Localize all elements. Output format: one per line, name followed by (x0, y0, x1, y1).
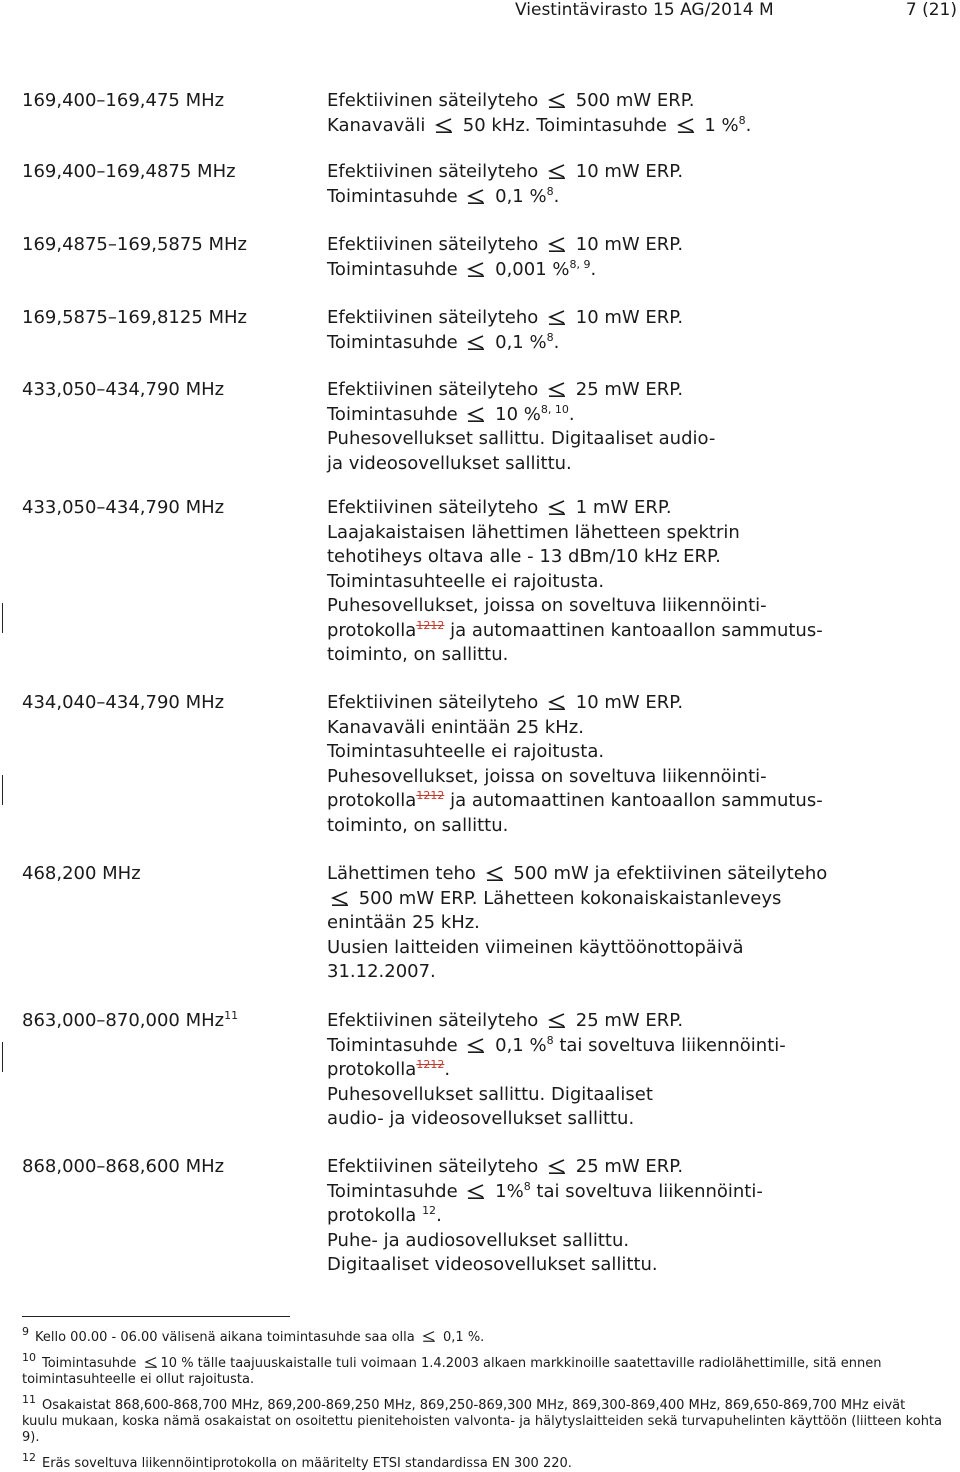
less-than-or-equal-icon (329, 890, 351, 906)
less-than-or-equal-icon (465, 406, 487, 422)
footnote-ref: 8 (546, 184, 554, 198)
condition-line (327, 403, 957, 428)
less-than-or-equal-icon (546, 163, 568, 179)
condition-line (327, 1058, 957, 1083)
condition-line (327, 1034, 957, 1059)
less-than-or-equal-icon (546, 694, 568, 710)
text-run: 0,1 % (489, 331, 547, 353)
frequency-range (22, 1009, 238, 1033)
frequency-label: 863,000–870,000 MHz (22, 1010, 225, 1031)
text-run: Toimintasuhde (327, 1034, 464, 1056)
text-run: 10 mW ERP. (570, 234, 684, 255)
change-bar (2, 775, 3, 805)
text-run: toiminto, on sallittu. (327, 814, 509, 836)
revision-ref: 1212 (416, 789, 445, 802)
text-run: Osakaistat 868,600-868,700 MHz, 869,200-869,250 MHz, 869,250-869,300 MHz, 869,300-869,400 MHz, 869,650-869,700 MHz eivät kuulu mukaan, koska nämä osakaistat on osoitettu pienitehoisten valvonta- ja hälytyslaitteiden sekä turvapuhelinten käyttöön (liitteen kohta 9). (22, 1398, 942, 1445)
frequency-conditions (327, 1009, 957, 1132)
text-run: Toimintasuhde (327, 185, 464, 207)
text-run: protokolla (327, 790, 417, 811)
page-number: 7 (21) (905, 0, 957, 20)
change-bar (2, 603, 3, 633)
text-run: Lähettimen teho (327, 863, 482, 884)
footnote-number: 11 (22, 1393, 36, 1406)
text-run: . (568, 403, 575, 425)
less-than-or-equal-icon (546, 499, 568, 515)
condition-line (327, 185, 957, 210)
text-run: 10 mW ERP. (570, 692, 684, 713)
footnote-ref: 12 (422, 1204, 437, 1217)
frequency-range (22, 89, 224, 113)
condition-line (327, 521, 957, 546)
frequency-conditions (327, 378, 957, 476)
footnote-ref: 11 (224, 1009, 239, 1022)
text-run: 10 mW ERP. (570, 307, 684, 328)
footnote-ref: 8 (546, 1033, 554, 1047)
footnote-ref: 8, 10 (540, 402, 569, 416)
condition-line (327, 1009, 957, 1034)
condition-line (327, 936, 957, 961)
text-run: Puhesovellukset sallittu. Digitaaliset (327, 1083, 653, 1105)
condition-line (327, 496, 957, 521)
frequency-label: 433,050–434,790 MHz (22, 379, 225, 400)
text-run: ja videosovellukset sallittu. (327, 452, 572, 474)
text-run: tai soveltuva liikennöinti- (530, 1180, 763, 1202)
text-run: . (553, 331, 560, 353)
text-run: protokolla (327, 619, 417, 641)
frequency-conditions (327, 160, 957, 209)
condition-line (327, 1155, 957, 1180)
change-bar (2, 1042, 3, 1072)
text-run: Efektiivinen säteilyteho (327, 1010, 545, 1031)
frequency-range (22, 691, 224, 715)
less-than-or-equal-icon (433, 117, 455, 133)
less-than-or-equal-icon (465, 188, 487, 204)
less-than-or-equal-icon (546, 1158, 568, 1174)
footnote (22, 1324, 942, 1346)
text-run: Kello 00.00 - 06.00 välisenä aikana toimintasuhde saa olla (35, 1330, 419, 1345)
text-run: Efektiivinen säteilyteho (327, 379, 545, 400)
less-than-or-equal-icon (546, 1012, 568, 1028)
frequency-label: 433,050–434,790 MHz (22, 497, 225, 518)
frequency-conditions (327, 496, 957, 668)
frequency-label: 169,4875–169,5875 MHz (22, 234, 248, 255)
text-run: Kanavaväli (327, 114, 432, 136)
footnote-number: 9 (22, 1325, 29, 1338)
text-run: tehotiheys oltava alle - 13 dBm/10 kHz ERP. (327, 546, 721, 567)
header-title: Viestintävirasto 15 AG/2014 M (515, 0, 774, 20)
condition-line (327, 89, 957, 114)
text-run: Toimintasuhteelle ei rajoitusta. (327, 570, 605, 592)
frequency-label: 169,5875–169,8125 MHz (22, 307, 248, 328)
text-run: Laajakaistaisen lähettimen lähetteen spektrin (327, 521, 740, 543)
condition-line (327, 862, 957, 887)
less-than-or-equal-icon (484, 865, 506, 881)
text-run: Efektiivinen säteilyteho (327, 90, 545, 111)
condition-line (327, 1107, 957, 1132)
text-run: audio- ja videosovellukset sallittu. (327, 1108, 635, 1129)
text-run: Toimintasuhde (327, 403, 464, 425)
condition-line (327, 114, 957, 139)
text-run: 0,1 % (489, 185, 547, 207)
less-than-or-equal-icon (675, 117, 697, 133)
condition-line (327, 1253, 957, 1278)
text-run: 10 mW ERP. (570, 161, 684, 182)
text-run: 0,1 %. (438, 1330, 485, 1345)
less-than-or-equal-icon (465, 1183, 487, 1199)
text-run: ja automaattinen kantoaallon sammutus- (444, 790, 823, 811)
less-than-or-equal-icon (465, 1037, 487, 1053)
condition-line (327, 306, 957, 331)
text-run: 500 mW ERP. (570, 90, 695, 111)
frequency-range (22, 862, 141, 886)
frequency-label: 434,040–434,790 MHz (22, 692, 225, 713)
footnote-rule (22, 1316, 290, 1317)
condition-line (327, 570, 957, 595)
footnote-ref: 8 (738, 113, 746, 127)
less-than-or-equal-icon (421, 1330, 437, 1342)
text-run: . (444, 1059, 451, 1080)
text-run: 500 mW ja efektiivinen säteilyteho (507, 863, 828, 884)
less-than-or-equal-icon (465, 261, 487, 277)
less-than-or-equal-icon (465, 334, 487, 350)
text-run: . (745, 114, 752, 136)
condition-line (327, 378, 957, 403)
footnote-number: 12 (22, 1451, 36, 1464)
frequency-label: 868,000–868,600 MHz (22, 1156, 225, 1177)
condition-line (327, 452, 957, 477)
condition-line (327, 331, 957, 356)
text-run: 1% (489, 1180, 524, 1202)
text-run: tai soveltuva liikennöinti- (553, 1034, 786, 1056)
condition-line (327, 643, 957, 668)
less-than-or-equal-icon (546, 381, 568, 397)
frequency-label: 169,400–169,475 MHz (22, 90, 225, 111)
condition-line (327, 1229, 957, 1254)
text-run: Toimintasuhde (327, 258, 464, 280)
footnote-ref: 8, 9 (569, 257, 591, 271)
footnote (22, 1392, 942, 1446)
footnote-ref: 8 (523, 1179, 531, 1193)
text-run: Puhesovellukset sallittu. Digitaaliset audio- (327, 428, 716, 449)
less-than-or-equal-icon (546, 236, 568, 252)
less-than-or-equal-icon (546, 309, 568, 325)
text-run: 0,1 % (489, 1034, 547, 1056)
text-run: 25 mW ERP. (570, 1010, 684, 1031)
revision-ref: 1212 (416, 1058, 445, 1071)
frequency-range (22, 378, 224, 402)
text-run: ja automaattinen kantoaallon sammutus- (444, 619, 823, 641)
text-run: . (436, 1205, 442, 1226)
footnote-number: 10 (22, 1351, 36, 1364)
text-run: 50 kHz. Toimintasuhde (457, 114, 673, 136)
footnote (22, 1450, 942, 1472)
text-run: toiminto, on sallittu. (327, 644, 509, 665)
condition-line (327, 160, 957, 185)
condition-line (327, 545, 957, 570)
text-run: Puhesovellukset, joissa on soveltuva liikennöinti- (327, 595, 767, 616)
text-run: protokolla (327, 1205, 423, 1226)
condition-line (327, 619, 957, 644)
condition-line (327, 960, 957, 985)
frequency-range (22, 1155, 224, 1179)
text-run: Toimintasuhteelle ei rajoitusta. (327, 741, 605, 762)
text-run: Efektiivinen säteilyteho (327, 307, 545, 328)
page-header (0, 0, 960, 22)
text-run: Efektiivinen säteilyteho (327, 497, 545, 518)
text-run: 25 mW ERP. (570, 379, 684, 400)
text-run: 10 % (489, 403, 541, 425)
revision-ref: 1212 (416, 618, 445, 632)
frequency-range (22, 496, 224, 520)
text-run: . (590, 258, 597, 280)
text-run: Puhe- ja audiosovellukset sallittu. (327, 1229, 630, 1251)
footnote-ref: 8 (546, 330, 554, 344)
text-run: 10 % tälle taajuuskaistalle tuli voimaan 1.4.2003 alkaen markkinoille saatettaville radiolähettimille, sitä ennen toimintasuhteelle ei ollut rajoitusta. (22, 1356, 882, 1387)
condition-line (327, 1083, 957, 1108)
text-run: Digitaaliset videosovellukset sallittu. (327, 1254, 658, 1275)
condition-line (327, 258, 957, 283)
text-run: Efektiivinen säteilyteho (327, 692, 545, 713)
text-run: Toimintasuhde (42, 1356, 141, 1371)
condition-line (327, 594, 957, 619)
condition-line (327, 716, 957, 741)
condition-line (327, 911, 957, 936)
text-run: Kanavaväli enintään 25 kHz. (327, 716, 584, 738)
text-run: 1 mW ERP. (570, 497, 672, 518)
text-run: Toimintasuhde (327, 331, 464, 353)
frequency-conditions (327, 691, 957, 838)
condition-line (327, 740, 957, 765)
condition-line (327, 887, 957, 912)
text-run: Efektiivinen säteilyteho (327, 234, 545, 255)
frequency-range (22, 160, 236, 184)
condition-line (327, 814, 957, 839)
text-run: Eräs soveltuva liikennöintiprotokolla on määritelty ETSI standardissa EN 300 220. (42, 1456, 572, 1471)
frequency-label: 468,200 MHz (22, 863, 141, 884)
condition-line (327, 1180, 957, 1205)
frequency-conditions (327, 233, 957, 282)
text-run: protokolla (327, 1059, 417, 1080)
less-than-or-equal-icon (143, 1356, 159, 1368)
text-run: Toimintasuhde (327, 1180, 464, 1202)
frequency-conditions (327, 862, 957, 985)
frequency-conditions (327, 306, 957, 355)
text-run: . (553, 185, 560, 207)
text-run: Efektiivinen säteilyteho (327, 161, 545, 182)
frequency-conditions (327, 1155, 957, 1278)
frequency-range (22, 233, 247, 257)
text-run: 31.12.2007. (327, 961, 436, 982)
condition-line (327, 427, 957, 452)
footnote (22, 1350, 942, 1388)
text-run: Efektiivinen säteilyteho (327, 1156, 545, 1177)
frequency-range (22, 306, 247, 330)
text-run: 500 mW ERP. Lähetteen kokonaiskaistanleveys (353, 887, 782, 909)
text-run: enintään 25 kHz. (327, 912, 480, 933)
text-run: 0,001 % (489, 258, 570, 280)
text-run: Puhesovellukset, joissa on soveltuva liikennöinti- (327, 765, 767, 787)
condition-line (327, 233, 957, 258)
text-run: 25 mW ERP. (570, 1156, 684, 1177)
frequency-label: 169,400–169,4875 MHz (22, 161, 236, 182)
condition-line (327, 691, 957, 716)
frequency-conditions (327, 89, 957, 138)
condition-line (327, 765, 957, 790)
condition-line (327, 789, 957, 814)
less-than-or-equal-icon (546, 92, 568, 108)
condition-line (327, 1204, 957, 1229)
text-run: Uusien laitteiden viimeinen käyttöönottopäivä (327, 936, 744, 958)
text-run: 1 % (698, 114, 739, 136)
